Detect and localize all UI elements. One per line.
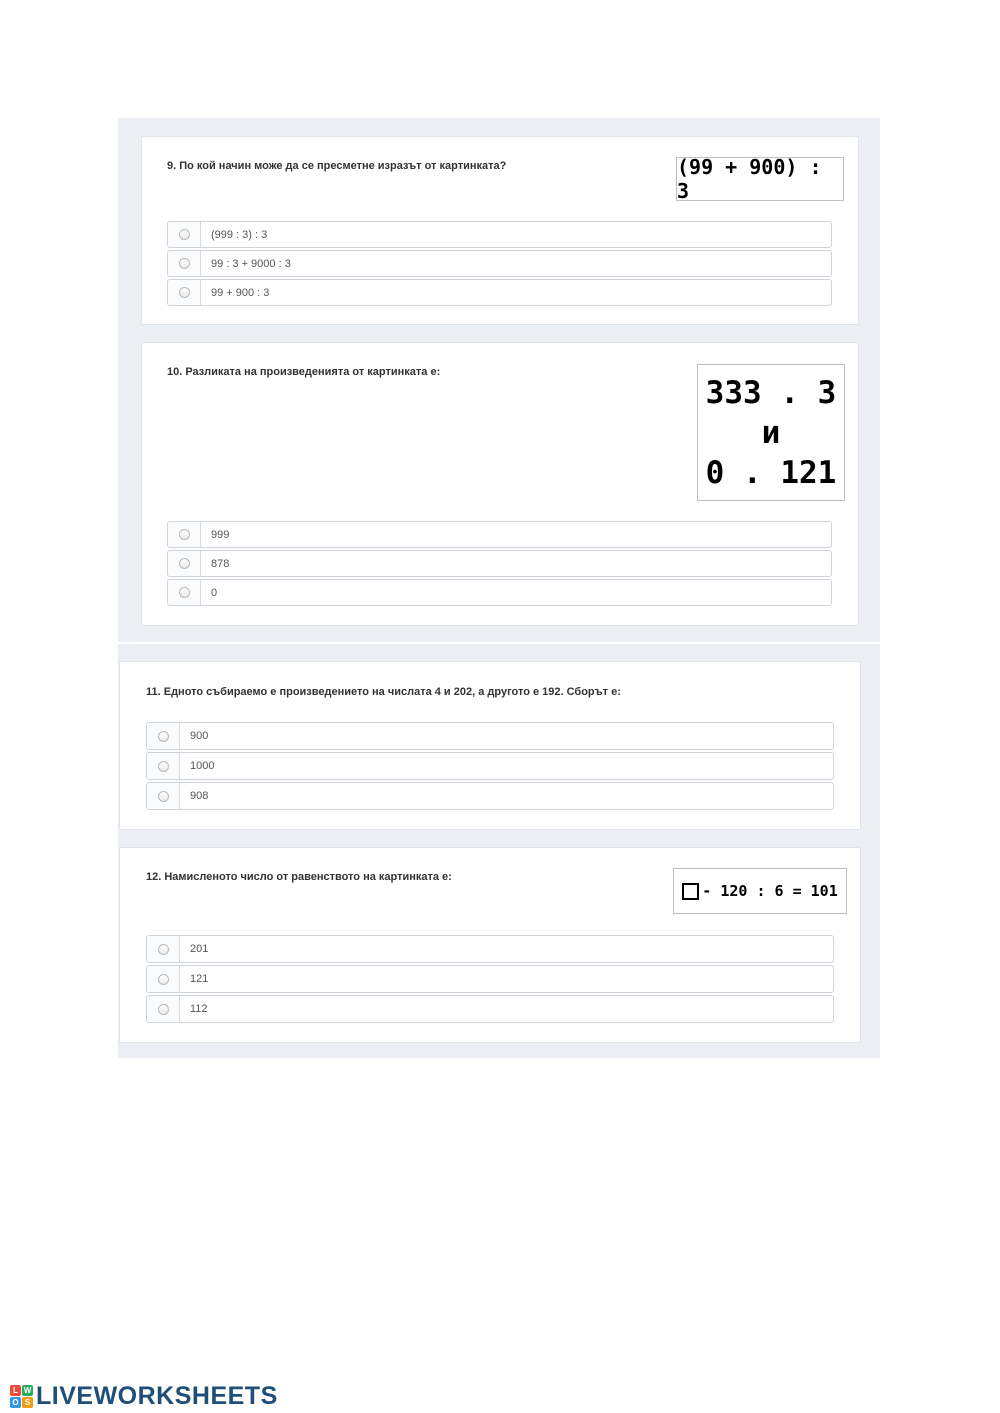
answer-option[interactable] — [167, 221, 832, 248]
logo-tile: W — [23, 1386, 32, 1395]
question-text: 10. Разликата на произведенията от картинката е: — [167, 366, 441, 378]
radio-cell[interactable] — [168, 522, 201, 547]
answer-option[interactable] — [146, 935, 834, 963]
image-equation: - 120 : 6 = 101 — [702, 882, 838, 900]
radio-button[interactable] — [179, 229, 190, 240]
radio-cell[interactable] — [168, 551, 201, 576]
answer-option[interactable] — [167, 579, 832, 606]
radio-cell[interactable] — [147, 753, 180, 779]
question-text: 9. По кой начин може да се пресметне изразът от картинката? — [167, 160, 507, 172]
radio-button[interactable] — [158, 731, 169, 742]
option-label[interactable]: 999 — [211, 528, 230, 541]
image-line-1: 333 . 3 — [705, 374, 837, 411]
option-label[interactable]: 0 — [211, 586, 218, 599]
option-label[interactable]: 99 : 3 + 9000 : 3 — [211, 257, 291, 270]
radio-button[interactable] — [158, 944, 169, 955]
logo-tile: O — [10, 1397, 21, 1408]
question-text: 12. Намисленото число от равенството на картинката е: — [146, 871, 452, 883]
footer-brand — [10, 1382, 278, 1411]
answer-option[interactable] — [167, 279, 832, 306]
image-line-3: 0 . 121 — [705, 454, 837, 491]
radio-cell[interactable] — [168, 280, 201, 305]
option-label[interactable]: 878 — [211, 557, 230, 570]
question-card-9 — [141, 136, 859, 325]
option-label[interactable]: 121 — [190, 973, 209, 985]
answer-option[interactable] — [167, 521, 832, 548]
question-card-12 — [119, 847, 861, 1043]
answer-option[interactable] — [146, 752, 834, 780]
radio-button[interactable] — [158, 791, 169, 802]
radio-cell[interactable] — [147, 936, 180, 962]
radio-cell[interactable] — [147, 966, 180, 992]
question-image — [676, 157, 844, 201]
question-image — [697, 364, 845, 501]
radio-cell[interactable] — [168, 580, 201, 605]
option-label[interactable]: 900 — [190, 730, 209, 742]
radio-button[interactable] — [158, 761, 169, 772]
image-expression: (99 + 900) : 3 — [677, 155, 822, 203]
option-label[interactable]: 112 — [190, 1003, 208, 1015]
radio-cell[interactable] — [168, 222, 201, 247]
image-line-2: и — [761, 414, 781, 451]
answer-option[interactable] — [146, 965, 834, 993]
logo-tile: S — [22, 1397, 33, 1408]
logo-tile: L — [10, 1385, 21, 1396]
radio-button[interactable] — [179, 587, 190, 598]
radio-button[interactable] — [179, 558, 190, 569]
answer-option[interactable] — [146, 782, 834, 810]
radio-cell[interactable] — [147, 783, 180, 809]
option-label[interactable]: 201 — [190, 943, 209, 955]
radio-button[interactable] — [158, 1004, 169, 1015]
question-text: 11. Едното събираемо е произведението на числата 4 и 202, а другото е 192. Сборът е: — [146, 686, 621, 698]
question-image — [673, 868, 847, 914]
option-label[interactable]: 1000 — [190, 760, 215, 772]
radio-cell[interactable] — [147, 996, 180, 1022]
option-label[interactable]: (999 : 3) : 3 — [211, 228, 268, 241]
brand-name: LIVEWORKSHEETS — [36, 1382, 278, 1410]
question-card-10 — [141, 342, 859, 626]
answer-option[interactable] — [167, 250, 832, 277]
radio-cell[interactable] — [147, 723, 180, 749]
radio-button[interactable] — [158, 974, 169, 985]
answer-option[interactable] — [146, 722, 834, 750]
radio-button[interactable] — [179, 287, 190, 298]
radio-button[interactable] — [179, 529, 190, 540]
answer-option[interactable] — [167, 550, 832, 577]
option-label[interactable]: 908 — [190, 790, 209, 802]
question-card-11 — [119, 661, 861, 830]
answer-option[interactable] — [146, 995, 834, 1023]
option-label[interactable]: 99 + 900 : 3 — [211, 286, 270, 299]
radio-cell[interactable] — [168, 251, 201, 276]
radio-button[interactable] — [179, 258, 190, 269]
empty-box-icon — [682, 883, 699, 900]
liveworksheets-logo-icon — [10, 1385, 33, 1408]
